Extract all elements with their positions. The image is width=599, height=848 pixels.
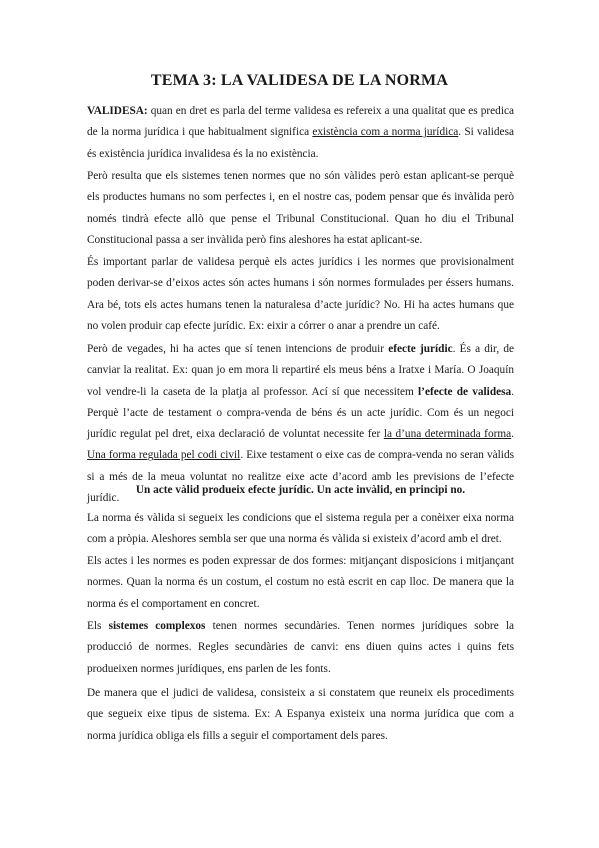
underlined-phrase: Una forma regulada pel codi civil bbox=[87, 449, 241, 462]
underlined-phrase: la d’una determinada forma bbox=[383, 428, 512, 441]
underlined-phrase: existència com a norma jurídica bbox=[312, 126, 459, 139]
text: . Perquè l’acte de testament o compra-venda de béns és un acte jurídic. Com és un negoci jurídic regulat pel dret, eixa declaració de voluntat necessite fer bbox=[87, 385, 514, 441]
text: . bbox=[511, 428, 514, 441]
text: Els bbox=[87, 620, 109, 632]
text: . És a dir, de canviar la realitat. Ex: quan jo em mora li repartiré els meus béns a Iratxe i María. O Joaquín vol vendre-li la caseta de la platja al professor. Ací sí que necessitem bbox=[87, 343, 514, 398]
text: Però de vegades, hi ha actes que sí tenen intencions de produir bbox=[87, 343, 389, 355]
term-sistemes-complexos: sistemes complexos bbox=[108, 620, 206, 632]
text: . Eixe testament o eixe cas de compra-venda no seran vàlids si a més de la meua voluntat no realitze eixe acte d’acord amb les previsions de l’efecte jurídic. bbox=[87, 449, 514, 505]
paragraph-importance: És important parlar de validesa perquè els actes jurídics i les normes que provisionalment poden derivar-se d’eixos actes són actes humans i són normes formulades per éssers humans. Ara bé, tots els actes humans tenen la naturalesa d’acte jurídic? No. Hi ha actes humans que no volen produir cap efecte jurídic. Ex: eixir a córrer o anar a prendre un café. bbox=[87, 256, 514, 332]
text: quan en dret es parla del terme validesa es refereix a una qualitat que es predica de la norma jurídica i que habitualment significa bbox=[87, 105, 514, 139]
term-efecte-validesa: l’efecte de validesa bbox=[418, 385, 512, 398]
centered-statement: Un acte vàlid produeix efecte jurídic. Un acte invàlid, en principi no. bbox=[135, 484, 466, 496]
paragraph-complex-systems bbox=[87, 616, 514, 680]
text: . Si validesa és existència jurídica invalidesa és la no existència. bbox=[87, 126, 514, 160]
paragraph-validity-judgement: De manera que el judici de validesa, consisteix a si constatem que reuneix els procediments que segueix eixe tipus de sistema. Ex: A Espanya existeix una norma jurídica que com a norma jurídica obliga els fills a seguir el comportament dels pares. bbox=[87, 687, 514, 742]
paragraph-invalid-norms: Però resulta que els sistemes tenen normes que no són vàlides però estan aplicant-se perquè els productes humans no som perfectes i, en el nostre cas, podem pensar que és invàlida però només tindrà efecte allò que pense el Tribunal Constitucional. Quan ho diu el Tribunal Constitucional passa a ser invàlida però fins aleshores ha estat aplicant-se. bbox=[87, 170, 514, 246]
page-title: TEMA 3: LA VALIDESA DE LA NORMA bbox=[150, 72, 449, 89]
paragraph-valid-norm: La norma és vàlida si segueix les condicions que el sistema regula per a conèixer eixa norma com a pròpia. Aleshores sembla ser que una norma és vàlida si existeix d’acord amb el dret. bbox=[87, 512, 514, 546]
paragraph-validesa-definition bbox=[87, 101, 514, 165]
text: tenen normes secundàries. Tenen normes jurídiques sobre la producció de normes. Regles secundàries de canvi: ens diuen quins actes i quins fets produeixen normes jurídiques, ens parlen de les fonts. bbox=[87, 620, 514, 675]
term-efecte-juridic: efecte jurídic bbox=[388, 343, 453, 355]
paragraph-acts-norms: Els actes i les normes es poden expressar de dos formes: mitjançant disposicions i mitjançant normes. Quan la norma és un costum, el costum no està escrit en cap lloc. De manera que la norma és el comportament en concret. bbox=[87, 555, 514, 610]
term-validesa: VALIDESA: bbox=[87, 105, 148, 117]
